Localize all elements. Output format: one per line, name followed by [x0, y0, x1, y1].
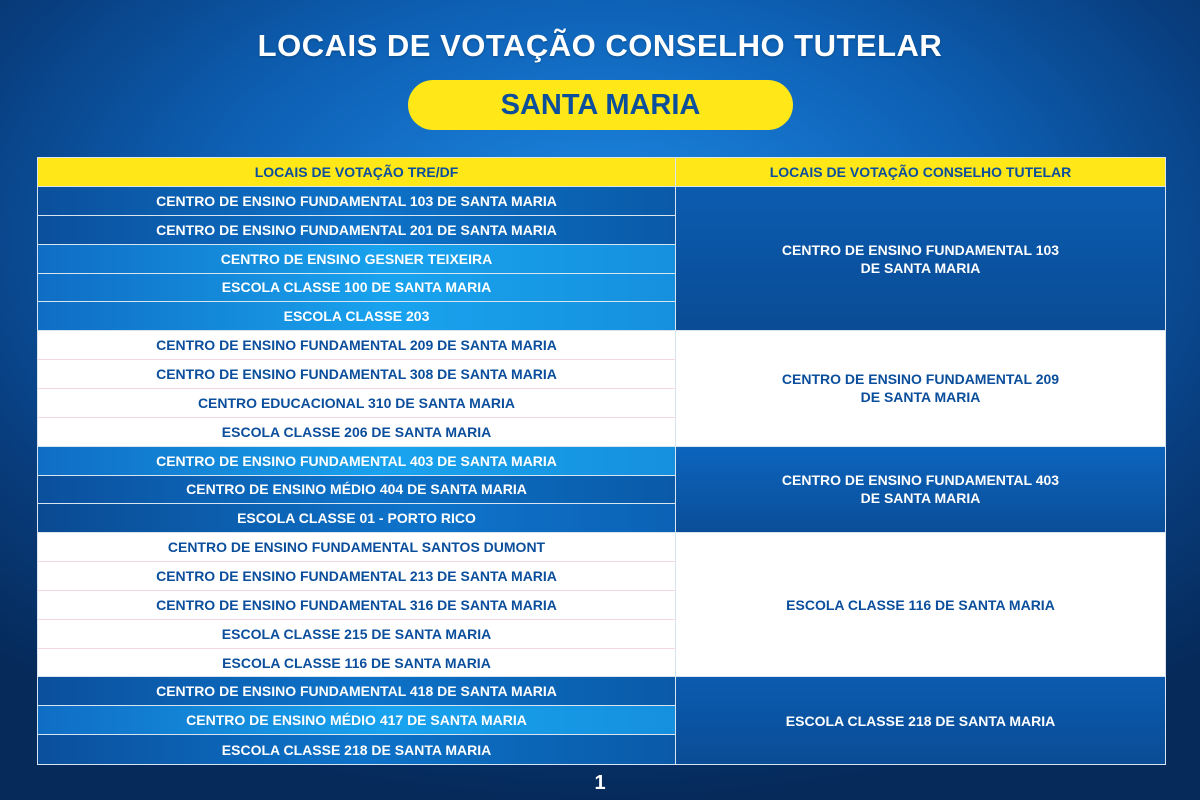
table-row: CENTRO DE ENSINO FUNDAMENTAL 316 DE SANTA MARIA: [38, 591, 676, 620]
table-row: ESCOLA CLASSE 100 DE SANTA MARIA: [38, 274, 676, 303]
table-row: CENTRO DE ENSINO FUNDAMENTAL 103 DE SANTA MARIA: [38, 187, 676, 216]
table-row: CENTRO DE ENSINO FUNDAMENTAL 403 DE SANTA MARIA: [38, 447, 676, 476]
table-row: CENTRO DE ENSINO MÉDIO 404 DE SANTA MARIA: [38, 476, 676, 505]
table-row: ESCOLA CLASSE 203: [38, 302, 676, 331]
table-row: CENTRO DE ENSINO FUNDAMENTAL 213 DE SANTA MARIA: [38, 562, 676, 591]
group-target-cell: ESCOLA CLASSE 116 DE SANTA MARIA: [676, 533, 1165, 677]
table-row: CENTRO DE ENSINO FUNDAMENTAL 201 DE SANTA MARIA: [38, 216, 676, 245]
table-row: CENTRO DE ENSINO FUNDAMENTAL SANTOS DUMONT: [38, 533, 676, 562]
header-tre-df: LOCAIS DE VOTAÇÃO TRE/DF: [38, 158, 676, 187]
table-row: CENTRO DE ENSINO FUNDAMENTAL 209 DE SANTA MARIA: [38, 331, 676, 360]
voting-locations-table: [37, 157, 1166, 765]
table-row: CENTRO DE ENSINO FUNDAMENTAL 308 DE SANTA MARIA: [38, 360, 676, 389]
page-title: LOCAIS DE VOTAÇÃO CONSELHO TUTELAR: [257, 28, 943, 63]
page-number: 1: [594, 772, 606, 794]
table-row: ESCOLA CLASSE 215 DE SANTA MARIA: [38, 620, 676, 649]
table-row: CENTRO EDUCACIONAL 310 DE SANTA MARIA: [38, 389, 676, 418]
table-row: CENTRO DE ENSINO MÉDIO 417 DE SANTA MARIA: [38, 706, 676, 735]
group-target-cell: CENTRO DE ENSINO FUNDAMENTAL 403 DE SANTA MARIA: [676, 447, 1165, 534]
group-target-cell: CENTRO DE ENSINO FUNDAMENTAL 103 DE SANTA MARIA: [676, 187, 1165, 331]
table-row: ESCOLA CLASSE 116 DE SANTA MARIA: [38, 649, 676, 678]
table-row: CENTRO DE ENSINO GESNER TEIXEIRA: [38, 245, 676, 274]
table-row: ESCOLA CLASSE 206 DE SANTA MARIA: [38, 418, 676, 447]
table-row: CENTRO DE ENSINO FUNDAMENTAL 418 DE SANTA MARIA: [38, 677, 676, 706]
group-target-cell: CENTRO DE ENSINO FUNDAMENTAL 209 DE SANTA MARIA: [676, 331, 1165, 446]
group-target-cell: ESCOLA CLASSE 218 DE SANTA MARIA: [676, 677, 1165, 764]
region-badge: SANTA MARIA: [408, 80, 793, 130]
table-row: ESCOLA CLASSE 01 - PORTO RICO: [38, 504, 676, 533]
table-row: ESCOLA CLASSE 218 DE SANTA MARIA: [38, 735, 676, 764]
header-conselho-tutelar: LOCAIS DE VOTAÇÃO CONSELHO TUTELAR: [676, 158, 1165, 187]
